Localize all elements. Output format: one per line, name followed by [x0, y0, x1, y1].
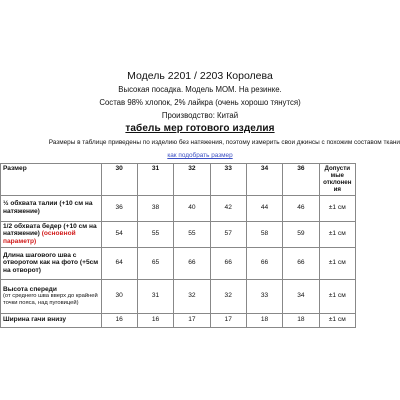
table-cell: 64	[101, 247, 137, 279]
table-cell: 46	[283, 195, 319, 221]
tolerance-cell: ±1 см	[319, 279, 355, 313]
table-cell: 16	[137, 313, 173, 327]
row-label: 1/2 обхвата бедер (+10 см на натяжение)	[3, 222, 97, 238]
tolerance-header: Допусти мые отклонен ия	[319, 164, 355, 196]
table-cell: 66	[246, 247, 282, 279]
table-cell: 55	[174, 221, 210, 247]
table-row	[1, 221, 356, 247]
size-header: 36	[283, 164, 319, 196]
table-cell: 57	[210, 221, 246, 247]
table-cell: 17	[174, 313, 210, 327]
measurement-note: Размеры в таблице приведены по изделию без натяжения, поэтому измерить свои джинсы с похожим составом ткани	[48, 139, 400, 146]
row-label-cell	[1, 279, 102, 313]
table-cell: 30	[101, 279, 137, 313]
table-cell: 38	[137, 195, 173, 221]
table-cell: 42	[210, 195, 246, 221]
table-cell: 54	[101, 221, 137, 247]
table-cell: 66	[210, 247, 246, 279]
table-cell: 44	[246, 195, 282, 221]
table-cell: 18	[283, 313, 319, 327]
size-header: 33	[210, 164, 246, 196]
row-label: Ширина гачи внизу	[1, 313, 102, 327]
table-cell: 65	[137, 247, 173, 279]
row-label: ½ обхвата талии (+10 см на натяжение)	[1, 195, 102, 221]
size-header: 30	[101, 164, 137, 196]
table-cell: 31	[137, 279, 173, 313]
description-fit: Высокая посадка. Модель МОМ. На резинке.	[118, 85, 282, 94]
tolerance-cell: ±1 см	[319, 247, 355, 279]
table-cell: 16	[101, 313, 137, 327]
table-cell: 32	[210, 279, 246, 313]
size-header: 32	[174, 164, 210, 196]
size-chart-heading: табель мер готового изделия	[125, 123, 275, 134]
table-cell: 17	[210, 313, 246, 327]
row-label-cell	[1, 221, 102, 247]
size-header: 31	[137, 164, 173, 196]
tolerance-cell: ±1 см	[319, 313, 355, 327]
row-label: Длина шагового шва с отворотом как на фото (+5см на отворот)	[1, 247, 102, 279]
table-row	[1, 279, 356, 313]
table-cell: 58	[246, 221, 282, 247]
table-cell: 36	[101, 195, 137, 221]
size-header: 34	[246, 164, 282, 196]
tolerance-cell: ±1 см	[319, 195, 355, 221]
table-cell: 40	[174, 195, 210, 221]
table-row	[1, 195, 356, 221]
table-cell: 33	[246, 279, 282, 313]
table-row	[1, 247, 356, 279]
description-origin: Производство: Китай	[161, 111, 239, 120]
product-title: Модель 2201 / 2203 Королева	[127, 70, 273, 82]
how-to-choose-size-link[interactable]: как подобрать размер	[167, 152, 233, 159]
table-cell: 55	[137, 221, 173, 247]
row-label: Высота спереди	[3, 285, 57, 293]
table-cell: 59	[283, 221, 319, 247]
tolerance-cell: ±1 см	[319, 221, 355, 247]
table-cell: 18	[246, 313, 282, 327]
table-cell: 32	[174, 279, 210, 313]
table-row	[1, 313, 356, 327]
row-sub-note: (от среднего шва вверх до крайней точки пояса, над пуговицей)	[3, 293, 98, 306]
table-header-row	[1, 164, 356, 196]
main-parameter-note: (основной параметр)	[3, 230, 76, 245]
table-cell: 66	[283, 247, 319, 279]
size-table	[0, 163, 356, 328]
table-cell: 34	[283, 279, 319, 313]
description-composition: Состав 98% хлопок, 2% лайкра (очень хорошо тянутся)	[99, 98, 301, 107]
size-column-header: Размер	[1, 164, 102, 196]
table-cell: 66	[174, 247, 210, 279]
